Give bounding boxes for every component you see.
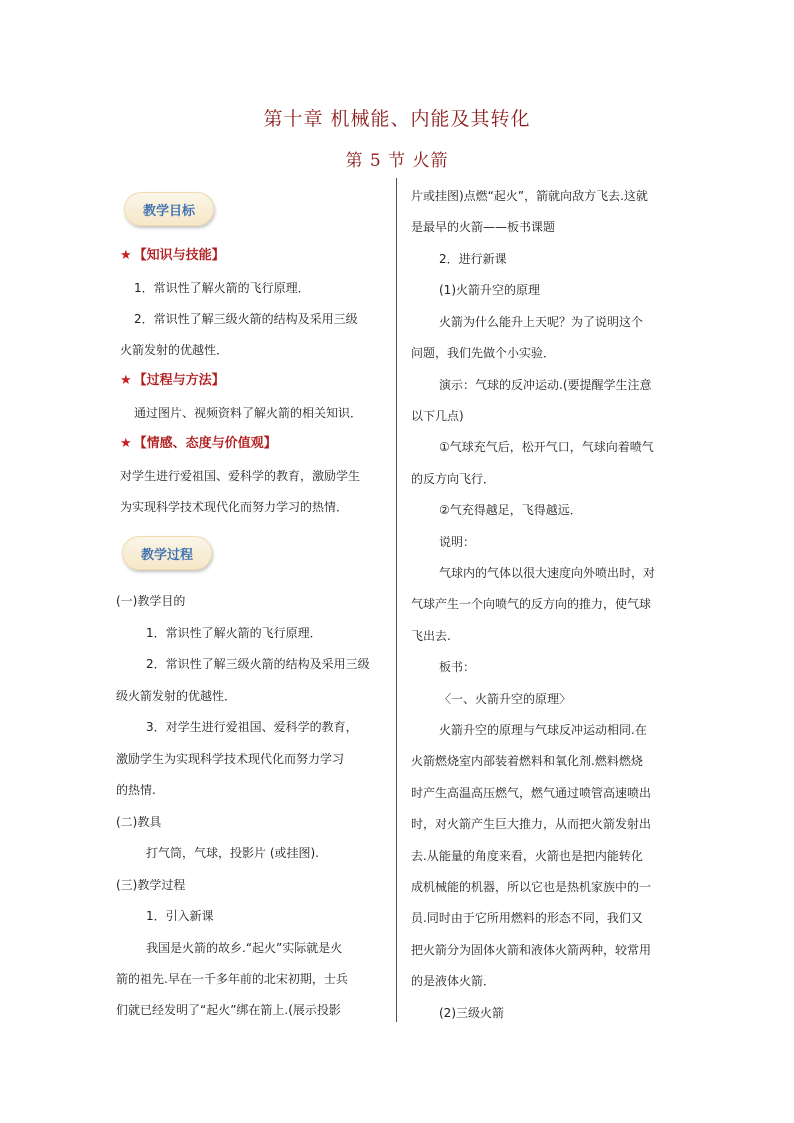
board-label: 板书： (439, 660, 476, 674)
star-icon: ★ (120, 373, 132, 388)
explanation-label: 说明： (439, 535, 476, 549)
knowledge-item-1: 1．常识性了解火箭的飞行原理． (134, 281, 310, 295)
emotion-line-1: 对学生进行爱祖国、爱科学的教育，激励学生 (120, 469, 361, 483)
right-line-6: 问题，我们先做个小实验． (411, 346, 556, 360)
three-stage-heading: (2)三级火箭 (439, 1006, 504, 1020)
teaching-goals-badge: 教学目标 (124, 192, 214, 226)
demo-point-2: ②气充得越足，飞得越远． (439, 503, 582, 517)
principle-para-line-4: 时，对火箭产生巨大推力，从而把火箭发射出 (411, 817, 652, 831)
purpose-item-2-cont: 级火箭发射的优越性． (116, 689, 237, 703)
right-line-1: 片或挂图)点燃“起火”，箭就向敌方飞去.这就 (411, 189, 648, 203)
star-icon: ★ (120, 436, 132, 451)
purpose-item-3-end: 的热情. (116, 783, 156, 797)
process-item-1: 通过图片、视频资料了解火箭的相关知识． (134, 406, 363, 420)
knowledge-heading: ★ 【知识与技能】 (120, 248, 225, 263)
new-lesson-heading: 2．进行新课 (439, 252, 507, 266)
subsection-purpose: (一)教学目的 (116, 594, 186, 608)
demo-point-1: ①气球充气后，松开气口，气球向着喷气 (439, 440, 654, 454)
principle-para-line-1: 火箭升空的原理与气球反冲运动相同.在 (439, 723, 647, 737)
knowledge-item-2: 2．常识性了解三级火箭的结构及采用三级 (134, 312, 358, 326)
column-divider (396, 178, 397, 1022)
star-icon: ★ (120, 248, 132, 263)
principle-heading: (1)火箭升空的原理 (439, 283, 540, 297)
purpose-item-3-cont: 激励学生为实现科学技术现代化而努力学习 (116, 752, 345, 766)
principle-para-line-2: 火箭燃烧室内部装着燃料和氧化剂.燃料燃烧 (411, 754, 643, 768)
teaching-process-badge: 教学过程 (122, 536, 212, 570)
demo-line-1: 演示：气球的反冲运动.(要提醒学生注意 (439, 378, 652, 392)
intro-para-line-1: 我国是火箭的故乡.“起火”实际就是火 (146, 941, 343, 955)
chapter-title: 第十章 机械能、内能及其转化 (263, 108, 531, 130)
principle-para-line-7: 员.同时由于它所用燃料的形态不同，我们又 (411, 911, 643, 925)
right-line-5: 火箭为什么能升上天呢？为了说明这个 (439, 315, 644, 329)
explanation-line-3: 飞出去. (411, 629, 451, 643)
intro-heading: 1．引入新课 (146, 909, 214, 923)
intro-para-line-3: 们就已经发明了“起火”绑在箭上.(展示投影 (116, 1003, 341, 1017)
purpose-item-2: 2．常识性了解三级火箭的结构及采用三级 (146, 657, 370, 671)
process-heading: ★ 【过程与方法】 (120, 373, 225, 388)
subsection-tools: (二)教具 (116, 815, 162, 829)
purpose-item-3: 3．对学生进行爱祖国、爱科学的教育， (146, 720, 358, 734)
emotion-heading: ★ 【情感、态度与价值观】 (120, 436, 277, 451)
principle-para-line-9: 的是液体火箭． (411, 974, 496, 988)
principle-para-line-8: 把火箭分为固体火箭和液体火箭两种，较常用 (411, 943, 652, 957)
explanation-line-1: 气球内的气体以很大速度向外喷出时，对 (439, 566, 656, 580)
explanation-line-2: 气球产生一个向喷气的反方向的推力，使气球 (411, 597, 652, 611)
purpose-item-1: 1．常识性了解火箭的飞行原理． (146, 626, 322, 640)
section-title: 第 5 节 火箭 (345, 151, 449, 171)
principle-para-line-3: 时产生高温高压燃气，燃气通过喷管高速喷出 (411, 786, 652, 800)
principle-para-line-5: 去.从能量的角度来看，火箭也是把内能转化 (411, 849, 643, 863)
principle-para-line-6: 成机械能的机器，所以它也是热机家族中的一 (411, 880, 652, 894)
tools-list: 打气筒，气球，投影片 (或挂图). (146, 846, 319, 860)
intro-para-line-2: 箭的祖先.早在一千多年前的北宋初期，士兵 (116, 972, 348, 986)
demo-line-2: 以下几点) (411, 409, 464, 423)
demo-point-1-cont: 的反方向飞行． (411, 472, 496, 486)
subsection-process: (三)教学过程 (116, 878, 186, 892)
emotion-line-2: 为实现科学技术现代化而努力学习的热情． (120, 500, 349, 514)
knowledge-item-2-cont: 火箭发射的优越性． (120, 343, 229, 357)
right-line-2: 是最早的火箭——板书课题 (411, 220, 556, 234)
board-title: 〈一、火箭升空的原理〉 (439, 692, 572, 706)
